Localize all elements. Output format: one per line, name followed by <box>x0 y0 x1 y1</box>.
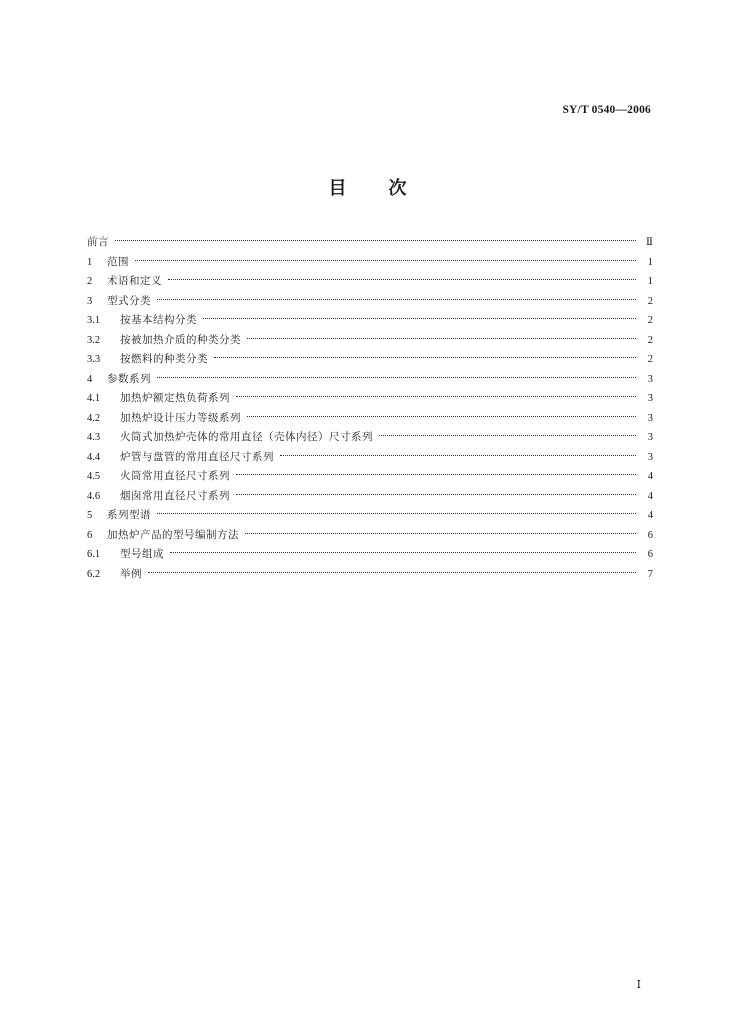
toc-entry-page: 1 <box>647 256 653 268</box>
toc-entry[interactable] <box>87 545 653 565</box>
toc-entry-page: 4 <box>647 510 653 521</box>
toc-entry-number: 4.1 <box>87 393 101 404</box>
toc-entry-number: 5 <box>87 510 93 521</box>
toc-entry-title: 炉管与盘管的常用直径尺寸系列 <box>120 450 274 463</box>
toc-leader-dots <box>170 552 636 553</box>
page-number: Ⅰ <box>636 979 641 991</box>
toc-entry-page: 3 <box>647 393 653 404</box>
toc-entry-title: 火筒式加热炉壳体的常用直径（壳体内径）尺寸系列 <box>120 431 373 443</box>
toc-entry-number: 6.2 <box>87 568 101 580</box>
toc-entry-page: 2 <box>647 334 653 346</box>
toc-entry-number: 4.2 <box>87 412 101 424</box>
toc-leader-dots <box>157 513 636 514</box>
toc-entry[interactable] <box>87 506 653 526</box>
toc-entry[interactable] <box>87 389 653 409</box>
toc-leader-dots <box>236 474 636 475</box>
toc-entry-number: 4.5 <box>87 471 101 482</box>
toc-entry-number: 4.4 <box>87 451 101 463</box>
toc-entry-title: 型号组成 <box>120 548 164 560</box>
toc-entry[interactable] <box>87 331 653 351</box>
toc-entry-title: 烟囱常用直径尺寸系列 <box>120 489 230 502</box>
page-title: 目次 <box>328 178 449 199</box>
toc-entry-page: Ⅱ <box>645 237 653 248</box>
toc-entry[interactable] <box>87 448 653 468</box>
toc-entry[interactable] <box>87 272 653 292</box>
toc-entry[interactable] <box>87 292 653 312</box>
toc-entry-page: 3 <box>647 432 653 443</box>
toc-entry-title: 术语和定义 <box>107 275 162 287</box>
toc-entry-number: 4.6 <box>87 490 101 502</box>
toc-leader-dots <box>135 260 636 261</box>
toc-entry-title: 前言 <box>87 236 109 248</box>
toc-entry-title: 范围 <box>107 255 129 268</box>
toc-entry-title: 按燃料的种类分类 <box>120 353 208 365</box>
toc-leader-dots <box>236 494 636 495</box>
toc-entry-title: 加热炉产品的型号编制方法 <box>107 528 239 541</box>
toc-leader-dots <box>247 416 636 417</box>
toc-entry[interactable] <box>87 526 653 546</box>
toc-entry-number: 1 <box>87 256 93 268</box>
toc-leader-dots <box>245 533 636 534</box>
toc-entry[interactable] <box>87 409 653 429</box>
toc-entry-page: 6 <box>647 549 653 560</box>
toc-entry-title: 加热炉设计压力等级系列 <box>120 411 241 424</box>
toc-entry-page: 3 <box>647 373 653 385</box>
toc-entry-page: 1 <box>647 276 653 287</box>
toc-entry-number: 2 <box>87 276 93 287</box>
toc-entry-page: 4 <box>647 490 653 502</box>
toc-leader-dots <box>168 279 636 280</box>
toc-entry-title: 参数系列 <box>107 372 151 385</box>
toc-entry-title: 举例 <box>120 567 142 580</box>
toc-entry-page: 4 <box>647 471 653 482</box>
toc-leader-dots <box>115 240 636 241</box>
toc-entry[interactable] <box>87 565 653 585</box>
toc-entry-number: 6 <box>87 529 93 541</box>
toc-entry-page: 2 <box>647 354 653 365</box>
toc-leader-dots <box>157 299 636 300</box>
toc-entry-title: 按被加热介质的种类分类 <box>120 333 241 346</box>
toc-entry-page: 3 <box>647 412 653 424</box>
standard-code: SY/T 0540—2006 <box>562 104 651 116</box>
toc-entry-number: 4.3 <box>87 432 101 443</box>
toc-entry-title: 火筒常用直径尺寸系列 <box>120 470 230 482</box>
toc-leader-dots <box>247 338 636 339</box>
toc-entry[interactable] <box>87 233 653 253</box>
toc-entry[interactable] <box>87 467 653 487</box>
toc-entry[interactable] <box>87 370 653 390</box>
toc-entry[interactable] <box>87 428 653 448</box>
toc-entry-title: 按基本结构分类 <box>120 314 197 326</box>
toc-entry-number: 3 <box>87 295 93 307</box>
toc-leader-dots <box>148 572 636 573</box>
toc-leader-dots <box>379 435 636 436</box>
toc-entry-page: 2 <box>647 295 653 307</box>
toc-leader-dots <box>236 396 636 397</box>
toc-entry[interactable] <box>87 487 653 507</box>
toc-entry[interactable] <box>87 311 653 331</box>
toc-entry-page: 3 <box>647 451 653 463</box>
toc-leader-dots <box>157 377 636 378</box>
toc-leader-dots <box>280 455 636 456</box>
toc-entry-number: 6.1 <box>87 549 101 560</box>
toc-entry-page: 2 <box>647 315 653 326</box>
toc-entry-number: 3.1 <box>87 315 101 326</box>
toc-leader-dots <box>203 318 636 319</box>
toc-entry[interactable] <box>87 253 653 273</box>
toc-entry-page: 6 <box>647 529 653 541</box>
toc-entry-title: 系列型谱 <box>107 509 151 521</box>
toc-leader-dots <box>214 357 636 358</box>
toc-entry[interactable] <box>87 350 653 370</box>
toc-entry-title: 加热炉额定热负荷系列 <box>120 392 230 404</box>
toc-entry-page: 7 <box>647 568 653 580</box>
toc-entry-number: 3.3 <box>87 354 101 365</box>
toc-entry-number: 3.2 <box>87 334 101 346</box>
toc-entry-number: 4 <box>87 373 93 385</box>
toc-entry-title: 型式分类 <box>107 294 151 307</box>
table-of-contents <box>87 233 653 584</box>
